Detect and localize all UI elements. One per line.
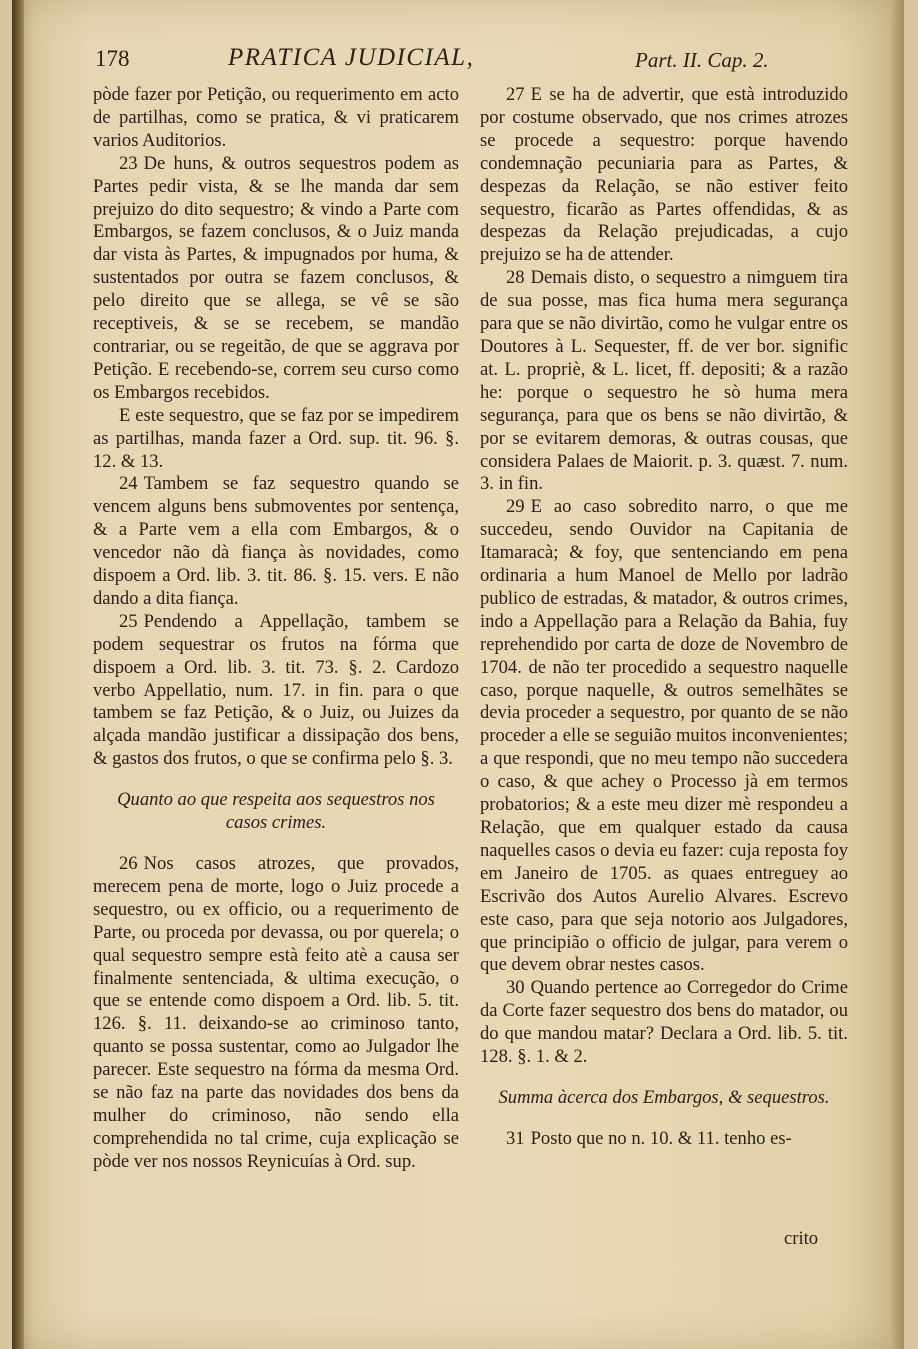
paragraph — [480, 496, 848, 977]
paragraph — [93, 405, 459, 474]
running-title: PRATICA JUDICIAL, — [228, 44, 475, 71]
paragraph-text: Posto que no n. 10. & 11. tenho es- — [530, 1127, 792, 1149]
paragraph — [93, 473, 459, 610]
paragraph-number: 24 — [119, 473, 138, 495]
paragraph-text: De huns, & outros sequestros podem as Partes pedir vista, & se lhe manda dar sem prejuizo do dito sequestro; & vindo a Parte com Embargos, se fazem conclusos, & o Juiz manda dar vista às Partes, & impugnados por huma, & sustentados por outra se fazem conclusos, & pelo direito que se allega, se vê se são receptiveis, & se se recebem, se mandão contrariar, ou se regeitão, de que se aggrava por Petição. E recebendo-se, correm seu curso como os Embargos recebidos. — [93, 152, 459, 403]
paragraph-text: Demais disto, o sequestro a nimguem tira de sua posse, mas fica huma mera segurança para que se não divirtão, como he vulgar entre os Doutores à L. Sequester, ff. de ver bor. signific at. L. propriè, & L. licet, ff. depositi; & a razão he: porque o sequestro he sò huma mera segurança, para que os bens se não divirtão, & por se evitarem demoras, & outras cousas, que considera Palaes de Maiorit. p. 3. quæst. 7. num. 3. in fin. — [480, 267, 848, 495]
page-edge — [890, 0, 904, 1349]
paragraph-text: pòde fazer por Petição, ou requerimento em acto de partilhas, como se pratica, & vi praticarem varios Auditorios. — [93, 84, 459, 151]
book-gutter — [12, 0, 24, 1349]
paragraph-text: E este sequestro, que se faz por se impedirem as partilhas, manda fazer a Ord. sup. tit. 96. §. 12. & 13. — [93, 404, 459, 472]
paragraph-number: 29 — [506, 496, 525, 518]
paragraph-number: 23 — [119, 152, 138, 174]
paragraph-number: 26 — [119, 853, 138, 874]
paragraph-number: 31 — [506, 1127, 525, 1149]
paragraph-number: 25 — [119, 610, 138, 632]
paragraph — [93, 611, 459, 771]
paragraph — [93, 153, 459, 405]
paragraph — [480, 84, 848, 267]
paragraph-text: Quando pertence ao Corregedor do Crime da Corte fazer sequestro dos bens do matador, ou do que mandou matar? Declara a Ord. lib. 5. tit. 128. §. 1. & 2. — [480, 977, 848, 1068]
section-heading — [103, 789, 449, 835]
paragraph-text: Tambem se faz sequestro quando se vencem alguns bens submoventes por sentença, & a Parte vem a ella com Embargos, & o vencedor não dà fiança às novidades, como dispoem a Ord. lib. 3. tit. 86. §. 15. vers. E não dando a dita fiança. — [93, 473, 459, 609]
paragraph-number: 30 — [506, 977, 525, 999]
paragraph — [480, 977, 848, 1069]
left-column — [93, 84, 459, 1174]
section-heading-text: Summa àcerca dos Embargos, & sequestros. — [498, 1086, 830, 1108]
paragraph — [480, 267, 848, 496]
paragraph — [93, 853, 459, 1174]
paragraph-number: 28 — [506, 267, 525, 289]
section-heading — [490, 1087, 838, 1110]
paragraph-text: E ao caso sobredito narro, o que me succedeu, sendo Ouvidor na Capitania de Itamaracà; & foy, que sentenciando em pena ordinaria a hum Manoel de Mello por ladrão publico de estradas, & matador, & outros crimes, indo a Appellação para a Relação da Bahia, fuy reprehendido por carta de doze de Novembro de 1704. de não ter procedido a sequestro naquelle caso, porque naquelle, & outros semelhãtes se devia proceder a sequestro, por quanto de se não proceder a elle se seguião muitos inconvenientes; a que respondi, que no meu tempo não succedera o caso, & que achey o Processo jà em termos probatorios; & a este meu dizer mè respondeu a Relação, que em qualquer estado da causa naquelles casos o devia eu fazer: cuja reposta foy em Janeiro de 1705. as quaes entreguey ao Escrivão dos Autos Aurelio Alvares. Escrevo este caso, para que seja notorio aos Julgadores, que principião o officio de julgar, para verem o que devem obrar nestes casos. — [480, 496, 848, 976]
page-number: 178 — [95, 46, 130, 71]
section-heading-text: Quanto ao que respeita aos sequestros nos casos crimes. — [117, 789, 435, 834]
paragraph-text: Pendendo a Appellação, tambem se podem sequestrar os frutos na fórma que dispoem a Ord. lib. 3. tit. 73. §. 2. Cardozo verbo Appellatio, num. 17. in fin. para o que tambem se faz Petição, & o Juiz, ou Juizes da alçada mandão justificar a dissipação dos bens, & gastos dos frutos, o que se confirma pelo §. 3. — [93, 610, 459, 770]
running-part: Part. II. Cap. 2. — [635, 48, 769, 72]
paragraph-text: Nos casos atrozes, que provados, merecem pena de morte, logo o Juiz procede a sequestro, ou ex officio, ou a requerimento de Parte, ou proceda por devassa, ou por querela; o qual sequestro sempre està feito atè a causa ser finalmente sentenciada, & ultima execução, o que se entende como dispoem a Ord. lib. 5. tit. 126. §. 11. deixando-se ao criminoso tanto, quanto se possa sustentar, como ao Julgador lhe parecer. Este sequestro na fórma da mesma Ord. se não faz na parte das novidades dos bens da mulher do criminoso, não sendo ella comprehendida no tal crime, cuja explicação se pòde ver nos nossos Reynicuías à Ord. sup. — [93, 853, 459, 1172]
paragraph — [93, 84, 459, 153]
paragraph-number: 27 — [506, 84, 525, 105]
paragraph-text: E se ha de advertir, que està introduzido por costume observado, que nos crimes atrozes se procede a sequestro: porque havendo condemnação pecuniaria para as Partes, & despezas da Relação, se não estiver feito sequestro, ficarão as Partes offendidas, & as despezas da Relação prejudicadas, a cujo prejuizo se ha de attender. — [480, 84, 848, 266]
running-header — [95, 42, 855, 82]
paragraph — [480, 1128, 848, 1151]
right-column — [480, 84, 848, 1151]
catchword: crito — [784, 1228, 819, 1249]
